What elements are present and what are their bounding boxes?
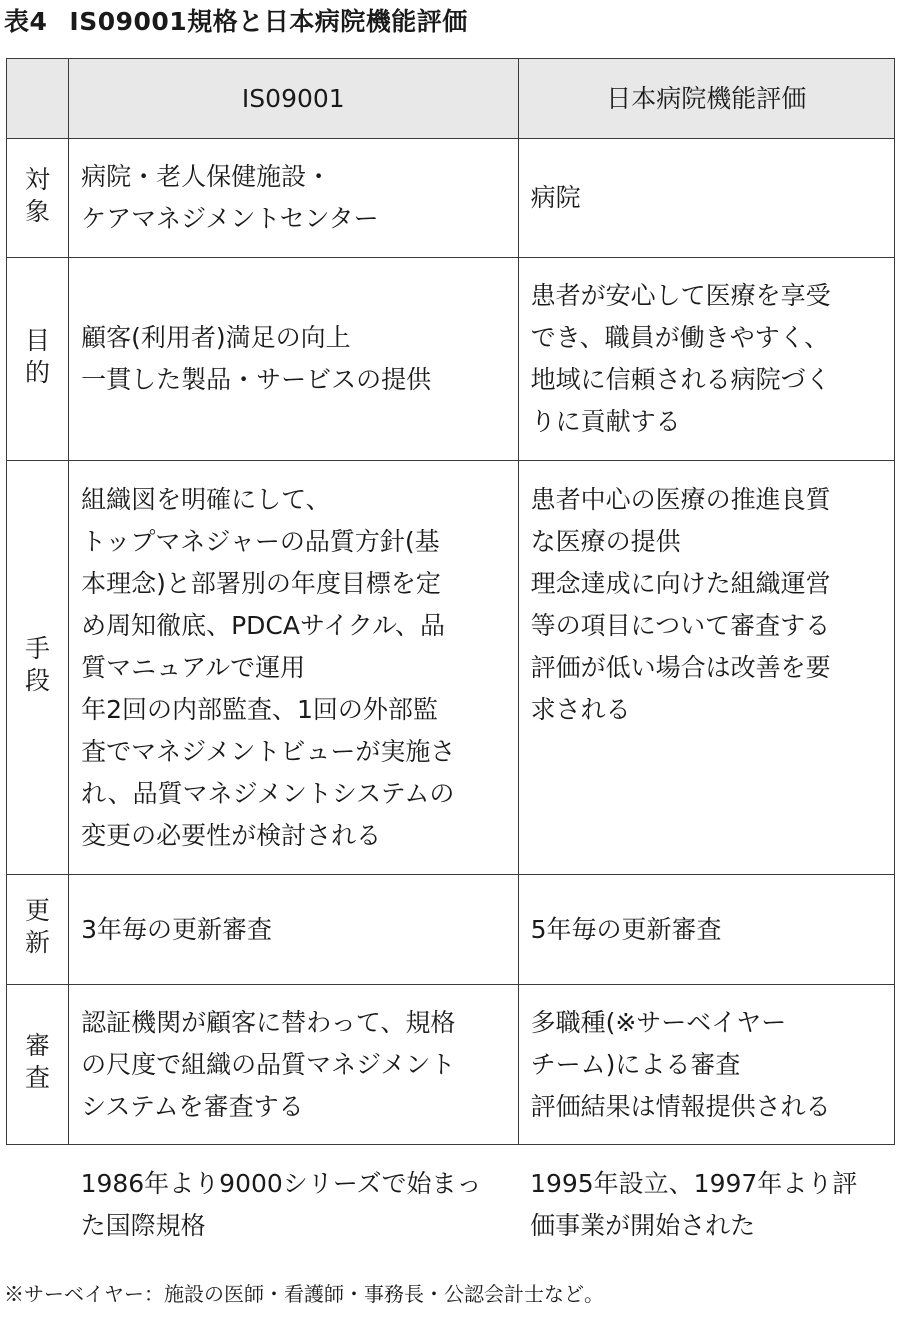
row-label [7, 461, 69, 875]
cell-line: 等の項目について審査する [530, 611, 831, 640]
cell-line: 理念達成に向けた組織運営 [530, 569, 831, 598]
header-jp: 日本病院機能評価 [518, 59, 894, 139]
footnote: ※サーベイヤー：施設の医師・看護師・事務長・公認会計士など。 [4, 1282, 604, 1306]
cell-line: 3年毎の更新審査 [81, 914, 272, 944]
cell-line: 多職種(※サーベイヤー [530, 1007, 787, 1037]
table-title [4, 2, 468, 42]
cell-line: システムを審査する [81, 1091, 304, 1121]
iso-cell [69, 875, 519, 985]
jp-cell [518, 985, 894, 1145]
cell-line: 患者中心の医療の推進良質 [530, 485, 831, 514]
cell-line: 組織図を明確にして、 [81, 484, 331, 514]
cell-line: 病院・老人保健施設・ [81, 162, 332, 191]
cell-line: ケアマネジメントセンター [81, 204, 379, 233]
cell-line: 価事業が開始された [530, 1211, 756, 1240]
row-audit [7, 985, 895, 1145]
cell-line: れ、品質マネジメントシステムの [81, 778, 455, 808]
row-method [7, 461, 895, 875]
cell-line: 認証機関が顧客に替わって、規格 [81, 1007, 456, 1037]
row-renewal [7, 875, 895, 985]
cell-line: 5年毎の更新審査 [530, 914, 722, 944]
cell-line: 一貫した製品・サービスの提供 [81, 365, 432, 394]
jp-cell [518, 258, 894, 461]
cell-line: 年2回の内部監査、1回の外部監 [81, 694, 438, 724]
row-label-text: 審査 [25, 1031, 51, 1092]
iso-cell [69, 258, 519, 461]
cell-line: 質マニュアルで運用 [81, 652, 306, 682]
iso-cell [69, 461, 519, 875]
cell-line: りに貢献する [530, 407, 681, 436]
cell-line: 患者が安心して医療を享受 [530, 281, 831, 310]
table-number: 表4 [4, 7, 48, 36]
row-origin [7, 1145, 895, 1255]
row-label-text: 目的 [25, 325, 51, 387]
cell-line: 変更の必要性が検討される [81, 820, 382, 850]
row-label [7, 985, 69, 1145]
comparison-table [6, 58, 895, 1255]
cell-line: 査でマネジメントビューが実施さ [81, 736, 456, 766]
cell-line: でき、職員が働きやすく、 [530, 323, 830, 352]
table-title-text: IS09001規格と日本病院機能評価 [69, 7, 468, 36]
cell-line: 評価結果は情報提供される [530, 1091, 831, 1121]
cell-line: 地域に信頼される病院づく [530, 365, 831, 394]
row-label [7, 258, 69, 461]
cell-line: 評価が低い場合は改善を要 [530, 653, 831, 682]
cell-line: 1986年より9000シリーズで始まっ [80, 1169, 482, 1198]
cell-line: トップマネジャーの品質方針(基 [81, 526, 440, 556]
cell-line: チーム)による審査 [530, 1049, 741, 1079]
row-purpose [7, 258, 895, 461]
jp-origin-cell [518, 1145, 894, 1255]
header-row [7, 59, 895, 139]
row-label [7, 875, 69, 985]
jp-cell [518, 461, 894, 875]
iso-cell [69, 139, 519, 258]
cell-line: 本理念)と部署別の年度目標を定 [81, 568, 441, 598]
row-label-text: 対象 [25, 164, 51, 226]
row-label-text: 更新 [25, 896, 51, 957]
row-target [7, 139, 895, 258]
cell-line: 病院 [530, 183, 581, 212]
header-iso: IS09001 [69, 59, 519, 139]
origin-label-cell [7, 1145, 69, 1255]
iso-origin-cell [69, 1145, 519, 1255]
cell-line: 求される [530, 695, 631, 724]
iso-cell [69, 985, 519, 1145]
header-corner [7, 59, 69, 139]
cell-line: の尺度で組織の品質マネジメント [81, 1049, 456, 1079]
jp-cell [518, 139, 894, 258]
cell-line: な医療の提供 [530, 527, 681, 556]
row-label-text: 手段 [25, 634, 51, 695]
row-label [7, 139, 69, 258]
cell-line: め周知徹底、PDCAサイクル、品 [81, 610, 445, 640]
cell-line: 顧客(利用者)満足の向上 [81, 323, 351, 352]
jp-cell [518, 875, 894, 985]
cell-line: た国際規格 [80, 1211, 206, 1240]
cell-line: 1995年設立、1997年より評 [530, 1169, 858, 1198]
